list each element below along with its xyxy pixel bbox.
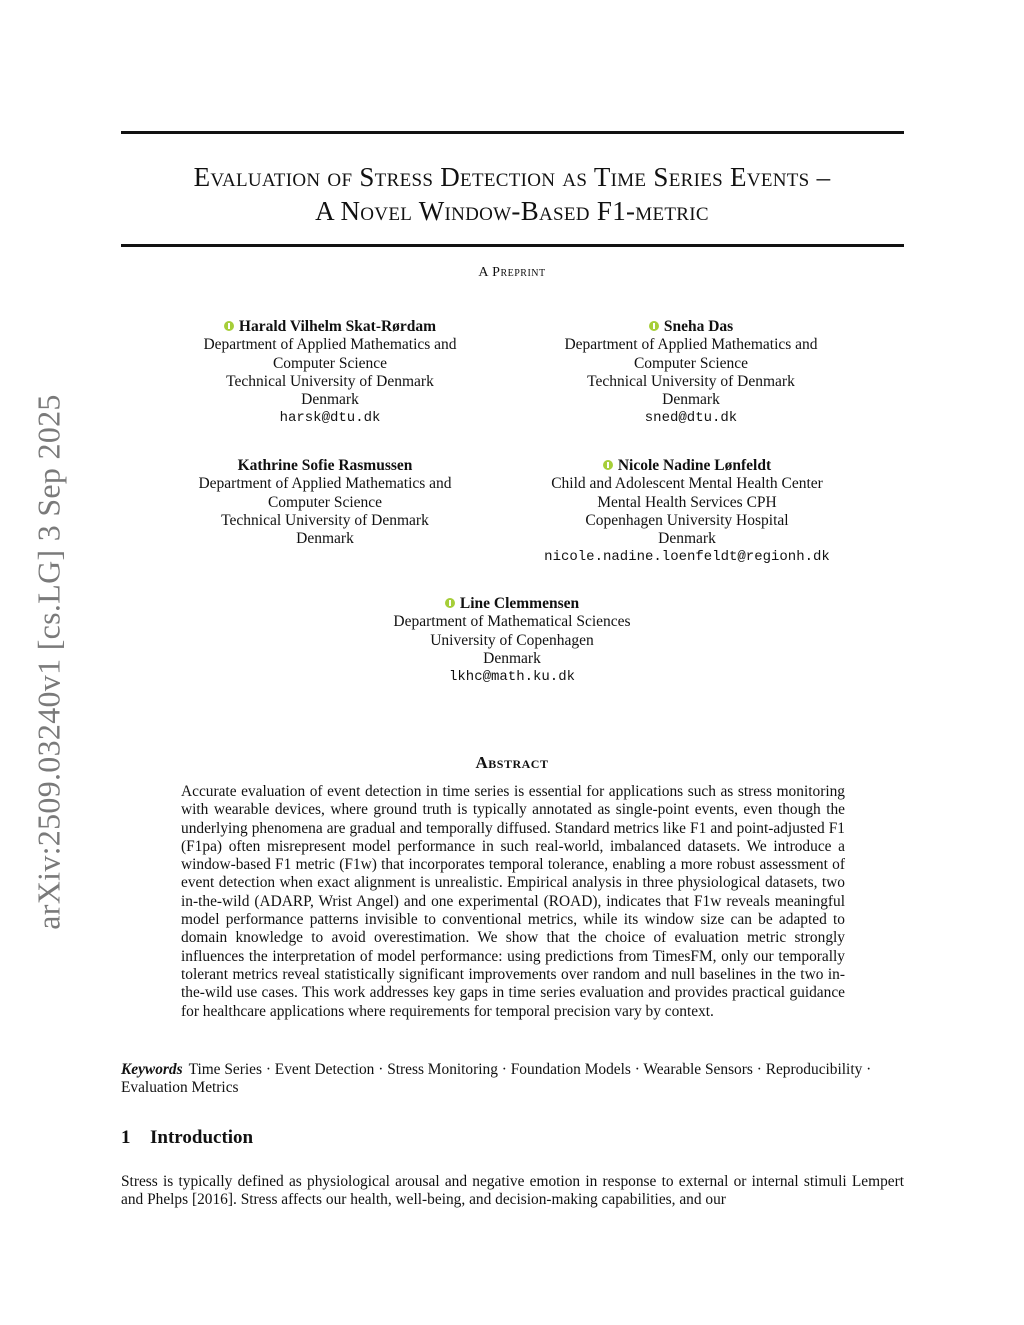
author-affiliation-line: Denmark xyxy=(662,391,720,409)
author-block-5 xyxy=(352,595,672,686)
author-affiliation-line: Mental Health Services CPH xyxy=(597,493,777,511)
abstract-heading: Abstract xyxy=(475,753,549,772)
author-email[interactable]: lkhc@math.ku.dk xyxy=(448,669,576,686)
abstract-text: Accurate evaluation of event detection in time series is essential for applications such as stress monitoring with wearable devices, where ground truth is typically annotated as single-point events, even though the underlying phenomena are gradual and temporally diffused. Standard metrics like F1 and point-adjusted F1 (F1pa) often misrepresent model performance in such real-world, imbalanced datasets. We introduce a window-based F1 metric (F1w) that incorporates temporal tolerance, enabling a more robust assessment of event detection when exact alignment is unrealistic. Empirical analysis in three physiological datasets, two in-the-wild (ADARP, Wrist Angel) and one experimental (ROAD), indicates that F1w reveals meaningful model performance patterns invisible to conventional metrics, while its window size can be adapted to domain knowledge to avoid overestimation. We show that the choice of evaluation metric strongly influences the interpretation of model performance: using predictions from TimesFM, only our temporally tolerant metrics reveal statistically significant improvements over random and null baselines in the two in-the-wild use cases. This work addresses key gaps in time series evaluation and provides practical guidance for healthcare applications where requirements for temporal precision vary by context. xyxy=(181,783,845,1020)
author-affiliation-line: Department of Applied Mathematics and xyxy=(203,336,457,354)
keywords xyxy=(121,1061,904,1098)
title-top-rule xyxy=(121,131,904,134)
author-affiliation-line: Denmark xyxy=(296,530,354,548)
author-affiliation-line: Denmark xyxy=(483,649,541,667)
keywords-list: Time Series · Event Detection · Stress Monitoring · Foundation Models · Wearable Sensors · Reproducibility · Evaluation Metrics xyxy=(121,1061,872,1097)
author-affiliation-line: Copenhagen University Hospital xyxy=(585,511,789,529)
author-name: Line Clemmensen xyxy=(352,595,672,613)
author-name: Harald Vilhelm Skat-Rørdam xyxy=(170,318,490,336)
author-affiliation-line: Denmark xyxy=(301,391,359,409)
author-affiliation-line: Computer Science xyxy=(633,354,749,372)
author-affiliation-line: Denmark xyxy=(658,530,716,548)
author-affiliation-line: Department of Applied Mathematics and xyxy=(198,475,452,493)
author-block-3 xyxy=(165,457,485,548)
orcid-icon[interactable] xyxy=(224,321,234,331)
author-affiliation-line: Computer Science xyxy=(272,354,388,372)
author-affiliation-line: Child and Adolescent Mental Health Center xyxy=(551,475,823,493)
author-name: Sneha Das xyxy=(531,318,851,336)
author-affiliation-line: University of Copenhagen xyxy=(430,631,594,649)
arxiv-side-label: arXiv:2509.03240v1 [cs.LG] 3 Sep 2025 xyxy=(30,394,67,930)
author-affiliation-line: Technical University of Denmark xyxy=(587,372,795,390)
author-affiliation-line: Department of Mathematical Sciences xyxy=(393,613,631,631)
author-email[interactable]: harsk@dtu.dk xyxy=(279,410,381,427)
author-affiliation-line: Technical University of Denmark xyxy=(221,511,429,529)
author-block-2 xyxy=(531,318,851,428)
orcid-icon[interactable] xyxy=(603,460,613,470)
author-affiliation-line: Computer Science xyxy=(267,493,383,511)
section-heading xyxy=(121,1127,253,1149)
author-name: Kathrine Sofie Rasmussen xyxy=(237,457,413,474)
orcid-icon[interactable] xyxy=(649,321,659,331)
orcid-icon[interactable] xyxy=(445,598,455,608)
author-block-1 xyxy=(170,318,490,428)
paper-title xyxy=(100,160,924,228)
title-line-2: A Novel Window-Based F1-metric xyxy=(315,196,709,226)
author-affiliation-line: Technical University of Denmark xyxy=(226,372,434,390)
preprint-label: A Preprint xyxy=(478,265,546,280)
section-number: 1 xyxy=(121,1127,131,1148)
author-name: Nicole Nadine Lønfeldt xyxy=(517,457,857,475)
keywords-label: Keywords xyxy=(121,1061,183,1078)
author-email[interactable]: sned@dtu.dk xyxy=(644,410,738,427)
title-line-1: Evaluation of Stress Detection as Time Series Events – xyxy=(193,162,831,192)
title-bottom-rule xyxy=(121,244,904,247)
author-block-4 xyxy=(517,457,857,567)
author-affiliation-line: Department of Applied Mathematics and xyxy=(564,336,818,354)
introduction-text: Stress is typically defined as physiological arousal and negative emotion in response to external or internal stimuli Lempert and Phelps [2016]. Stress affects our health, well-being, and decision-making capabilities, and our xyxy=(121,1173,904,1209)
section-title: Introduction xyxy=(150,1127,254,1148)
author-email[interactable]: nicole.nadine.loenfeldt@regionh.dk xyxy=(544,549,830,566)
